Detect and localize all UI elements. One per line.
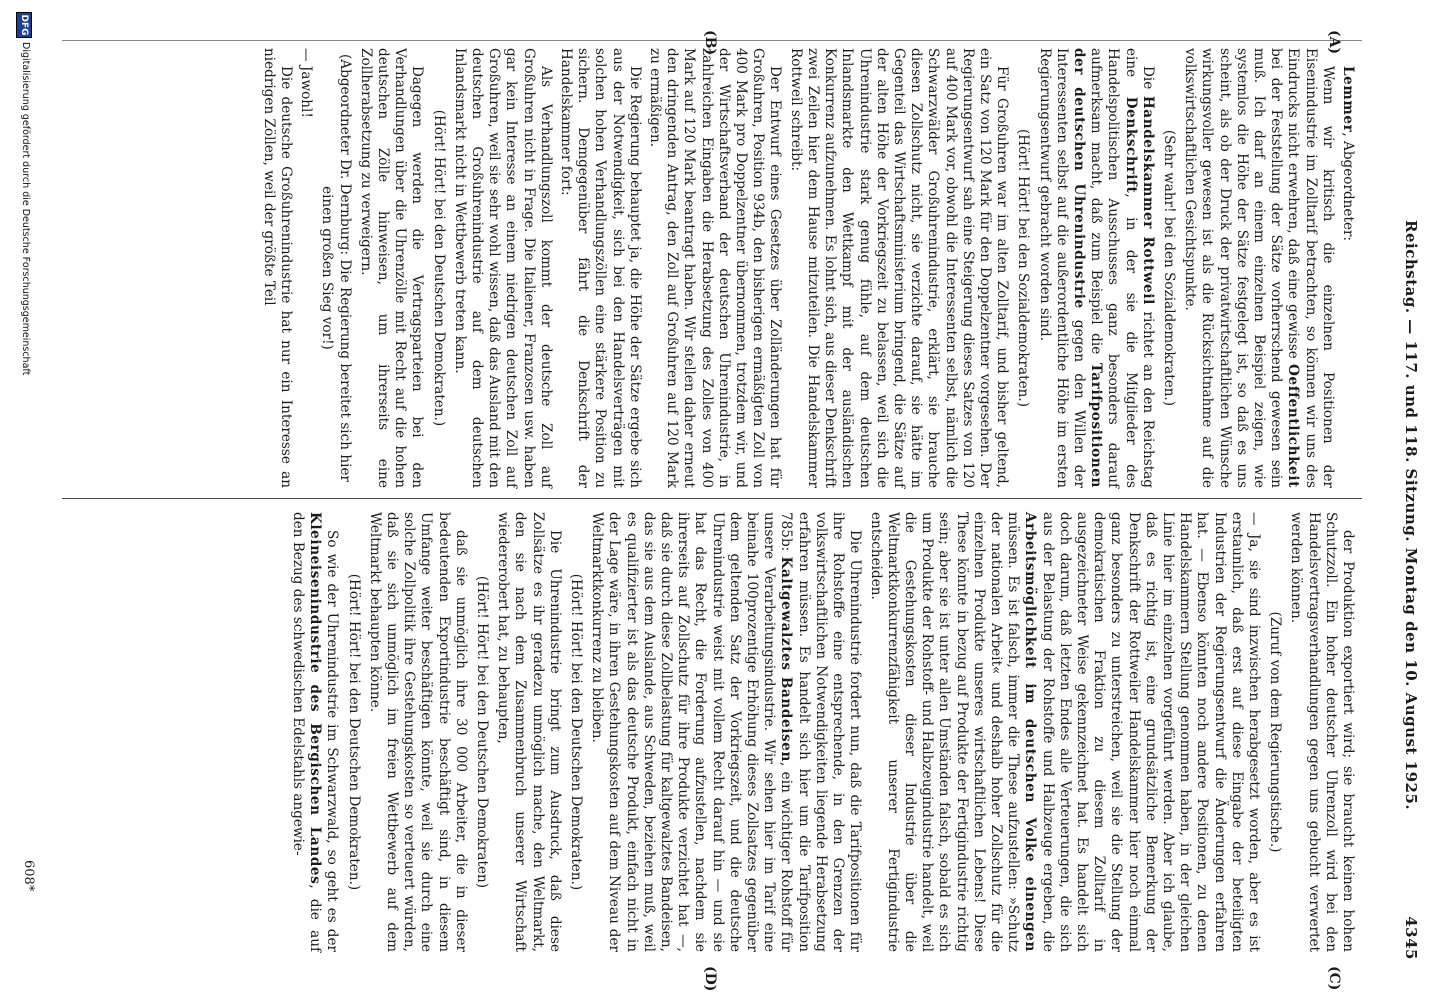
left-column-paragraph: Lemmer, Abgeordneter:	[1340, 66, 1356, 242]
page-number: 4345	[1402, 916, 1420, 960]
right-column-interjection: (Zuruf von dem Regierungstische.)	[1267, 611, 1284, 853]
left-column-paragraph: Der Entwurf eines Gesetzes über Zolländerungen hat für Großuhren, Position 934b, den bisherigen ermäßigten Zoll von 400 Mark pro Doppelzentner übernommen, trotzdem wir, und der Wirtschaftsverband der deutschen Uhrenindustrie, in zahlreichen Eingaben die Herabsetzung des Zolles von 400 Mark auf 120 Mark beantragt haben. Wir stellen daher erneut den dringenden Antrag, den Zoll auf Großuhren auf 120 Mark zu ermäßigen.	[647, 48, 784, 488]
left-column-paragraph: Dagegen werden die Vertragsparteien bei den Verhandlungen über die Uhrenzölle mit Recht auf die hohen deutschen Zölle hinweisen, um ihrerseits eine Zollherabsetzung zu verweigern.	[357, 48, 426, 488]
left-column-paragraph: Für Großuhren war im alten Zolltarif, und bisher geltend, ein Satz von 120 Mark für den Doppelzentner vorgesehen. Der Regierungsentwurf sah eine Steigerung dieses Satzes von 120 auf 400 Mark vor, obwohl die Interessenten selbst, nämlich die Schwarzwälder Großuhrenindustrie, erklärt, sie brauche diesen Zollschutz nicht, sie verzichte darauf, sie hätte im Gegenteil das Wirtschaftsministerium bringend, die Sätze auf der alten Höhe der Vorkriegszeit zu belassen, weil sich die Uhrenindustrie stark genug fühle, auf dem deutschen Inlandsmarkte den Wettkampf mit der ausländischen Konkurrenz aufzunehmen. Es lohnt sich, aus dieser Denkschrift zwei Zeilen hier dem Hause mitzuteilen. Die Handelskammer Rottweil schreibt:	[787, 48, 1011, 488]
left-column-paragraph: Wenn wir kritisch die einzelnen Positionen der Eisenindustrie im Zolltarif betrachten, so können wir uns des Eindrucks nicht erwehren, daß eine gewisse Oeffentlichkeit bei der Feststellung der Sätze vorherrschend gewesen sein muß. Ich darf an einem einzelnen Beispiel zeigen, wie systemlos die Höhe der Sätze festgelegt ist, so daß es uns scheint, als ob der Druck der privatwirtschaftlichen Wünsche wirkungsvoller gewesen ist als die Rücksichtnahme auf die volkswirtschaftlichen Gesichtspunkte.	[1182, 48, 1336, 488]
margin-mark-a: (A)	[1326, 30, 1342, 55]
right-column-paragraph: daß sie unmöglich ihre 30 000 Arbeiter, die in dieser bedeutenden Exportindustrie beschäftigt sind, in diesem Umfange weiter beschäftigen könnte, weil sie durch eine solche Zollpolitik ihre Gestehungskosten so verteuert würden, daß sie sich unmöglich im freien Wettbewerb auf dem Weltmarkt behaupten könne.	[366, 512, 469, 952]
margin-mark-d: (D)	[702, 966, 718, 992]
right-text-column	[66, 512, 1356, 952]
left-column-paragraph: Die Handelskammer Rottweil richtet an den Reichstag eine Denkschrift, in der sie die Mitglieder des Handelspolitischen Ausschusses ganz besonders darauf aufmerksam macht, daß zum Beispiel die Tarifpositionen der deutschen Uhrenindustrie gegen den Willen der Interessenten selbst auf die außerordentliche Höhe im ersten Regierungsentwurf gebracht worden sind.	[1036, 48, 1156, 489]
left-text-column	[66, 48, 1356, 488]
digitization-credit-text: Digitalisierung gefördert durch die Deutsche Forschungsgemeinschaft	[20, 42, 31, 376]
right-column-interjection: (Hört! Hört! bei den Deutschen Demokraten)	[474, 575, 491, 889]
digitization-credit	[16, 12, 32, 892]
left-column-paragraph: — Jawohl!	[298, 48, 315, 118]
left-column-paragraph: Als Verhandlungszoll kommt der deutsche Zoll auf Großuhren nicht in Frage. Die Italiener, Franzosen usw. haben gar kein Interesse an einem niedrigen deutschen Zoll auf Großuhren, weil sie sehr wohl wissen, daß das Ausland mit den deutschen Großuhrenindustrie auf dem deutschen Inlandsmarkt nicht in Wettbewerb treten kann.	[451, 48, 554, 488]
left-column-interjection: (Hört! Hört! bei den Sozialdemokraten.)	[1015, 128, 1032, 408]
right-column-paragraph: Die Uhrenindustrie bringt zum Ausdruck, daß diese Zollsätze es ihr geradezu unmöglich mache, den Weltmarkt, den sie nach dem Zusammenbruch unserer Wirtschaft wiedererobert hat, zu behaupten,	[495, 512, 563, 952]
margin-mark-c: (C)	[1326, 966, 1342, 991]
left-column-paragraph: Die Regierung behauptet ja, die Höhe der Sätze ergebe sich aus der Notwendigkeit, sich bei den Handelsverträgen mit solchen hohen Verhandlungszöllen eine stärkere Position zu sichern. Demgegenüber fährt die Denkschrift der Handelskammer fort:	[558, 48, 643, 488]
margin-mark-b: (B)	[702, 30, 718, 56]
right-column-interjection: (Hört! Hört! bei den Deutschen Demokraten.)	[568, 573, 585, 891]
left-column-interjection: (Sehr wahr! bei den Sozialdemokraten.)	[1160, 129, 1177, 407]
dfg-logo-icon: DFG	[16, 12, 32, 38]
column-divider	[62, 498, 1362, 499]
right-column-paragraph: So wie der Uhrenindustrie im Schwarzwald, so geht es der Kleineisenindustrie des Bergischen Landes, die auf den Bezug des schwedischen Edelstahls angewie-	[290, 512, 341, 952]
right-column-interjection: (Hört! Hört! bei den Deutschen Demokraten.)	[345, 573, 362, 891]
left-column-interjection: (Abgeordneter Dr. Dernburg: Die Regierung bereitet sich hier einen großen Sieg vor!)	[319, 54, 353, 482]
page-header	[1396, 40, 1420, 960]
left-column-paragraph: Die deutsche Großuhrenindustrie hat nur ein Interesse an niedrigen Zöllen, weil der größte Teil	[260, 48, 295, 488]
right-column-paragraph: — Ja, sie sind inzwischen herabgesetzt worden, aber es ist erstaunlich, daß erst auf diese Eingabe der beteiligten Industrien der Regierungsentwurf die Änderungen erfahren hat. — Ebenso könnten noch andere Positionen, zu denen Handelskammern Stellung genommen haben, in der gleichen Linie hier im einzelnen vorgeführt werden. Aber ich glaube, daß es richtig ist, eine grundsätzliche Bemerkung der Denkschrift der Rottweiler Handelskammer hier noch einmal ganz besonders zu unterstreichen, weil sie die Stellung der demokratischen Fraktion zu diesem Zolltarif in ausgezeichneter Weise gekennzeichnet hat. Es handelt sich doch darum, daß letzten Endes alle Verteuerungen, die sich aus der Belastung der Rohstoffe und Halbzeuge ergeben, die Arbeitsmöglichkeit im deutschen Volke einengen müssen. Es ist falsch, immer die These aufzustellen: »Schutz der nationalen Arbeit« und deshalb hoher Zollschutz für die einzelnen Produkte unseres wirtschaftlichen Lebens! Diese These könnte in bezug auf Produkte der Fertigindustrie richtig sein; aber sie ist unter allen Umständen falsch, sobald es sich um Produkte der Rohstoff- und Halbzeugindustrie handelt, weil die Gestehungskosten dieser Industrie über die Weltmarktkonkurrenzfähigkeit unserer Fertigindustrie entscheiden.	[867, 512, 1262, 952]
running-title: Reichstag. — 117. und 118. Sitzung. Montag den 10. August 1925.	[1402, 220, 1420, 811]
signature-mark: 608*	[21, 860, 36, 892]
right-column-paragraph: der Produktion exportiert wird; sie braucht keinen hohen Schutzzoll. Ein hoher deutscher Uhrenzoll wird bei den Handelsvertragsverhandlungen gegen uns gebucht verwertet werden können.	[1288, 512, 1356, 952]
left-column-interjection: (Hört! Hört! bei den Deutschen Demokraten.)	[430, 109, 447, 427]
right-column-paragraph: Die Uhrenindustrie fordert nun, daß die Tarifpositionen für ihre Rohstoffe eine entsprechende, in den Grenzen der volkswirtschaftlichen Notwendigkeiten liegende Herabsetzung erfahren müssen. Es handelt sich hier um die Tarifposition 785b: Kaltgewalztes Bandeisen, ein wichtiger Rohstoff für unsere Verarbeitungsindustrie. Wir sehen hier im Tarif eine beinahe 100prozentige Erhöhung dieses Zollsatzes gegenüber dem geltenden Satz der Vorkriegszeit, und die deutsche Uhrenindustrie weist mit vollem Recht darauf hin — und sie hat das Recht, die Forderung aufzustellen, nachdem sie ihrerseits auf Zollschutz für ihre Produkte verzichtet hat —, daß sie durch diese Zollbelastung für kaltgewalztes Bandeisen, das sie aus dem Auslande, aus Schweden, beziehen muß, weil es qualifizierter ist als das deutsche Produkt, einfach nicht in der Lage wäre, in ihren Gestehungskosten auf dem Niveau der Weltmarktkonkurrenz zu bleiben.	[589, 512, 864, 952]
